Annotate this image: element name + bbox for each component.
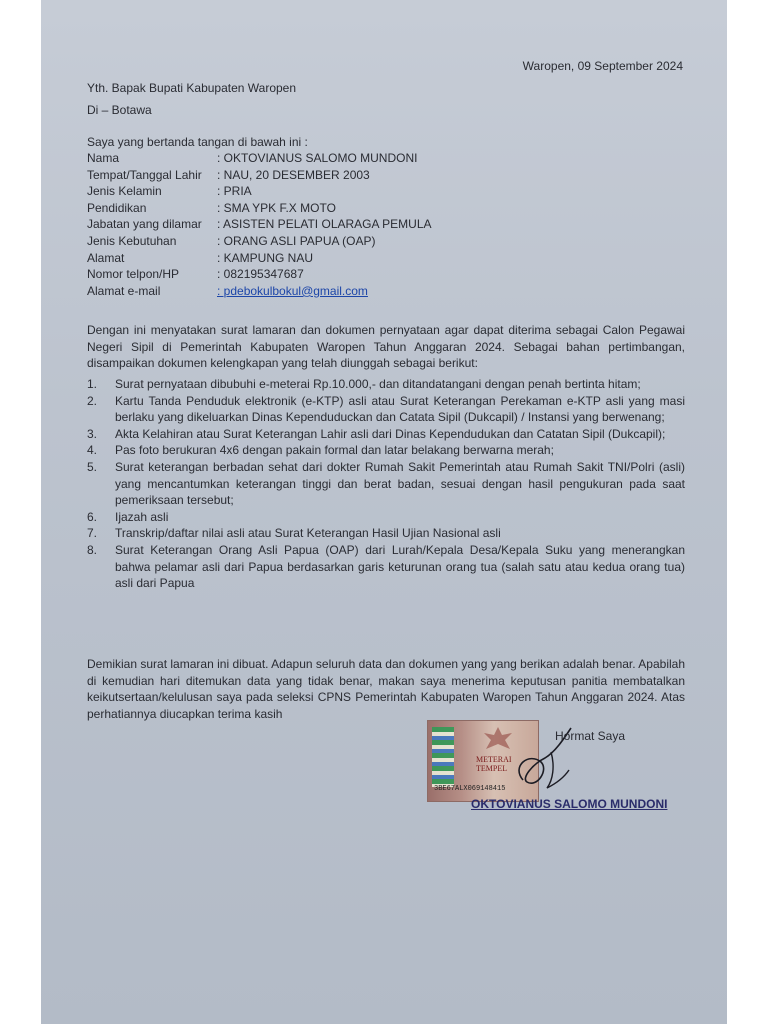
identity-row-need	[87, 233, 567, 250]
hologram-icon	[432, 727, 454, 787]
list-item-number: 6.	[87, 509, 98, 524]
identity-value: : 082195347687	[217, 267, 304, 282]
email-link[interactable]: : pdebokulbokul@gmail.com	[217, 283, 368, 298]
identity-value: : ASISTEN PELATI OLARAGA PEMULA	[217, 217, 432, 232]
identity-value: : KAMPUNG NAU	[217, 250, 314, 265]
document-list	[87, 376, 685, 592]
identity-row-name	[87, 150, 567, 167]
identity-row-phone	[87, 266, 567, 283]
closing-greeting: Hormat Saya	[555, 729, 626, 743]
list-item-text: Transkrip/daftar nilai asli atau Surat Keterangan Hasil Ujian Nasional asli	[115, 526, 501, 541]
identity-table	[87, 150, 567, 299]
letter-page	[41, 0, 727, 1024]
list-item	[87, 459, 685, 509]
list-item-number: 7.	[87, 526, 98, 541]
list-item-number: 8.	[87, 542, 98, 557]
recipient-location: Di – Botawa	[87, 103, 152, 117]
identity-value: : PRIA	[217, 184, 252, 199]
list-item	[87, 525, 685, 542]
identity-label: Alamat e-mail	[87, 283, 161, 298]
list-item-number: 4.	[87, 443, 98, 458]
identity-value: : ORANG ASLI PAPUA (OAP)	[217, 233, 376, 248]
identity-row-position	[87, 216, 567, 233]
identity-row-address	[87, 250, 567, 267]
list-item-text: Surat pernyataan dibubuhi e-meterai Rp.10.000,- dan ditandatangani dengan penah bertinta hitam;	[115, 377, 641, 391]
identity-label: Pendidikan	[87, 200, 147, 215]
list-item-text: Ijazah asli	[115, 509, 169, 524]
identity-label: Jabatan yang dilamar	[87, 217, 202, 232]
stamp-code: 3BE67ALX069148415	[434, 785, 506, 793]
identity-label: Nama	[87, 151, 120, 165]
identity-label: Tempat/Tanggal Lahir	[87, 167, 202, 182]
identity-label: Alamat	[87, 250, 125, 265]
identity-label: Nomor telpon/HP	[87, 267, 180, 282]
signer-name: OKTOVIANUS SALOMO MUNDONI	[471, 797, 668, 811]
identity-row-education	[87, 200, 567, 217]
list-item	[87, 426, 685, 443]
paragraph-closing: Demikian surat lamaran ini dibuat. Adapun seluruh data dan dokumen yang yang berikan adalah benar. Apabilah di kemudian hari ditemukan data yang tidak benar, makan saya menerima keputusan panitia membatalkan keikutsertaan/kelulusan saya pada seleksi CPNS Pemerintah Kabupaten Waropen Tahun Anggaran 2024. Atas perhatiannya diucapkan terima kasih	[87, 657, 685, 721]
identity-value: : OKTOVIANUS SALOMO MUNDONI	[217, 151, 418, 165]
list-item	[87, 542, 685, 592]
list-item	[87, 376, 685, 393]
identity-label: Jenis Kelamin	[87, 184, 162, 199]
identity-row-birth	[87, 167, 567, 184]
identity-value: : NAU, 20 DESEMBER 2003	[217, 167, 370, 182]
recipient: Yth. Bapak Bupati Kabupaten Waropen	[87, 81, 297, 95]
list-item	[87, 393, 685, 426]
paragraph-intro: Dengan ini menyatakan surat lamaran dan dokumen pernyataan agar dapat diterima sebagai Calon Pegawai Negeri Sipil di Pemerintah Kabupaten Waropen Tahun Anggaran 2024. Sebagai bahan pertimbangan, disampaikan dokumen kelengkapan yang telah diunggah sebagai berikut:	[87, 323, 685, 371]
list-item-text: Surat Keterangan Orang Asli Papua (OAP) dari Lurah/Kepala Desa/Kepala Suku yang menerangkan bahwa pelamar asli dari Papua berdasarkan garis keturunan orang tua (salah satu atau kedua orang tua) asli dari Papua	[115, 542, 685, 591]
list-item	[87, 442, 685, 459]
list-item-number: 1.	[87, 377, 98, 391]
stamp-label: METERAI TEMPEL	[476, 755, 512, 773]
list-item	[87, 509, 685, 526]
list-item-text: Akta Kelahiran atau Surat Keterangan Lahir asli dari Dinas Kependudukan dan Catatan Sipil (Dukcapil);	[115, 426, 666, 441]
identity-label: Jenis Kebutuhan	[87, 233, 177, 248]
list-item-text: Kartu Tanda Penduduk elektronik (e-KTP) asli atau Surat Keterangan Perekaman e-KTP asli yang masi berlaku yang dikeluarkan Dinas Kependuduckan dan Catata Sipil (Dukcapil) / Instansi yang berwenang;	[115, 393, 685, 425]
identity-row-email	[87, 283, 567, 300]
list-item-number: 5.	[87, 459, 98, 474]
letter-date: Waropen, 09 September 2024	[522, 59, 683, 73]
list-item-number: 2.	[87, 393, 98, 408]
identity-value: : SMA YPK F.X MOTO	[217, 200, 336, 215]
list-item-number: 3.	[87, 426, 98, 441]
intro-line: Saya yang bertanda tangan di bawah ini :	[87, 135, 308, 149]
list-item-text: Surat keterangan berbadan sehat dari dokter Rumah Sakit Pemerintah atau Rumah Sakit TNI/Polri (asli) yang mencantumkan keterangan tinggi dan berat badan, sesuai dengan hasil pengukuran pada saat pemeriksaan tersebut;	[115, 459, 685, 508]
identity-row-gender	[87, 183, 567, 200]
list-item-text: Pas foto berukuran 4x6 dengan pakain formal dan latar belakang berwarna merah;	[115, 443, 554, 458]
